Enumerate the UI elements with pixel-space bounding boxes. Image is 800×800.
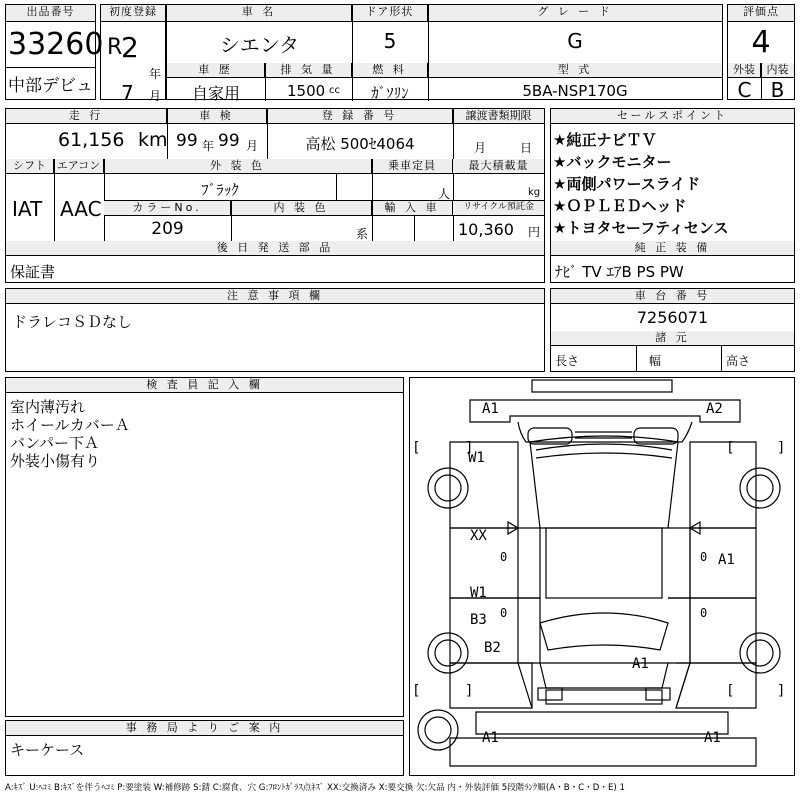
transfer-month-unit: 月 bbox=[474, 141, 487, 155]
lot-number: 33260 bbox=[8, 27, 104, 62]
equipment-label: 純 正 装 備 bbox=[551, 241, 794, 256]
int-color-label: 内 装 色 bbox=[231, 201, 372, 216]
damage-mark: A1 bbox=[632, 656, 649, 672]
inspector-label: 検 査 員 記 入 欄 bbox=[6, 378, 403, 393]
fuel-value: ｶﾞｿﾘﾝ bbox=[371, 84, 409, 102]
car-outline bbox=[410, 378, 794, 775]
recycle-label: リサイクル預託金 bbox=[453, 201, 544, 216]
mileage-value: 61,156 bbox=[58, 129, 125, 151]
month-unit: 月 bbox=[149, 89, 162, 103]
model-value: 5BA-NSP170G bbox=[522, 82, 628, 100]
ac-value: AAC bbox=[60, 197, 102, 221]
history-label: 車 歴 bbox=[167, 63, 265, 78]
office-label: 事 務 局 よ り ご 案 内 bbox=[6, 721, 403, 736]
inspector-box bbox=[5, 377, 404, 717]
ac-label: エアコン bbox=[54, 159, 104, 174]
dims-width: 幅 bbox=[649, 354, 662, 368]
recycle-unit: 円 bbox=[528, 225, 541, 239]
chassis-label: 車 台 番 号 bbox=[551, 289, 794, 304]
transfer-label: 譲渡書類期限 bbox=[453, 109, 544, 124]
bracket-mark: [ bbox=[414, 440, 420, 456]
equipment-value: ﾅﾋﾞ TV ｴｱB PS PW bbox=[555, 263, 684, 281]
insp-year-unit: 年 bbox=[202, 139, 215, 153]
later-parts-value: 保証書 bbox=[10, 263, 56, 281]
bracket-mark: ] bbox=[778, 440, 784, 456]
office-value: キーケース bbox=[10, 741, 85, 759]
car-diagram bbox=[409, 377, 795, 776]
grade-value: G bbox=[567, 29, 583, 53]
year-value: 2 bbox=[121, 31, 139, 64]
inspector-line: バンパー下Ａ bbox=[10, 434, 99, 452]
displacement-unit: cc bbox=[329, 85, 340, 96]
dims-label: 諸 元 bbox=[551, 331, 794, 346]
fuel-label: 燃 料 bbox=[352, 63, 428, 78]
damage-mark: B2 bbox=[484, 640, 501, 656]
insp-month-unit: 月 bbox=[246, 139, 259, 153]
displacement-label: 排 気 量 bbox=[265, 63, 352, 78]
reg-no-value: 高松 500ｾ4064 bbox=[305, 135, 415, 153]
first-reg-box bbox=[100, 4, 166, 105]
dims-length: 長さ bbox=[555, 354, 580, 368]
bracket-mark: [ bbox=[414, 683, 420, 699]
damage-mark: A1 bbox=[482, 401, 499, 417]
bracket-mark: [ bbox=[728, 683, 734, 699]
door-value: 5 bbox=[383, 29, 397, 53]
notes-label: 注 意 事 項 欄 bbox=[6, 289, 544, 304]
car-block bbox=[166, 4, 723, 103]
office-box bbox=[5, 720, 404, 776]
damage-mark: 0 bbox=[500, 606, 508, 620]
first-reg-label: 初度登録 bbox=[101, 5, 165, 22]
load-unit: kg bbox=[528, 187, 541, 198]
bracket-mark: ] bbox=[466, 440, 472, 456]
lot-box bbox=[5, 4, 104, 100]
exterior-label: 外装 bbox=[728, 63, 761, 78]
interior-value: B bbox=[770, 78, 785, 102]
later-parts-label: 後 日 発 送 部 品 bbox=[6, 241, 544, 256]
color-no-value: 209 bbox=[151, 219, 184, 239]
door-label: ドア形状 bbox=[352, 5, 428, 22]
score-label: 評価点 bbox=[728, 5, 794, 22]
detail-block bbox=[5, 108, 545, 283]
car-name-label: 車 名 bbox=[167, 5, 352, 22]
damage-mark: W1 bbox=[470, 585, 487, 601]
bracket-mark: [ bbox=[728, 440, 734, 456]
capacity-label: 乗車定員 bbox=[372, 159, 453, 174]
reg-no-label: 登 録 番 号 bbox=[267, 109, 453, 124]
bracket-mark: ] bbox=[466, 683, 472, 699]
ext-color-value: ﾌﾞﾗｯｸ bbox=[201, 181, 239, 199]
inspector-line: ホイールカバーＡ bbox=[10, 416, 130, 434]
damage-mark: W1 bbox=[468, 450, 485, 466]
grade-label: グ レ ー ド bbox=[428, 5, 722, 22]
damage-mark: 0 bbox=[500, 550, 508, 564]
month-value: 7 bbox=[121, 81, 134, 105]
dims-height: 高さ bbox=[726, 354, 751, 368]
legend-text: A:ｷｽﾞ U:ﾍｺﾐ B:ｷｽﾞを伴うﾍｺﾐ P:要塗装 W:補修跡 S:錆 C:腐食、穴 G:ﾌﾛﾝﾄｶﾞﾗｽ点ｷｽﾞ XX:交換済み X:要交換 欠:欠品 内・外装評価 5段階ﾗﾝｸ順(A・B・C・D・E) 1 bbox=[5, 783, 625, 793]
year-unit: 年 bbox=[149, 67, 162, 81]
chassis-box bbox=[550, 288, 795, 372]
color-no-label: カラーNo. bbox=[104, 201, 231, 216]
damage-mark: 0 bbox=[700, 606, 708, 620]
sales-point-item: ★バックモニター bbox=[553, 153, 672, 171]
exterior-value: C bbox=[737, 78, 752, 102]
chassis-value: 7256071 bbox=[636, 308, 709, 327]
car-name: シエンタ bbox=[219, 33, 300, 57]
shift-label: シフト bbox=[6, 159, 54, 174]
int-color-unit: 系 bbox=[356, 227, 369, 241]
model-label: 型 式 bbox=[428, 63, 722, 78]
mileage-unit: km bbox=[138, 129, 168, 151]
recycle-value: 10,360 bbox=[458, 220, 514, 239]
sales-point-item: ★トヨタセーフティセンス bbox=[553, 219, 729, 237]
inspector-line: 室内薄汚れ bbox=[10, 398, 86, 416]
sales-points-box bbox=[550, 108, 795, 283]
damage-mark: XX bbox=[470, 528, 487, 544]
inspector-line: 外装小傷有り bbox=[10, 452, 101, 470]
damage-mark: 0 bbox=[700, 550, 708, 564]
notes-value: ドラレコＳＤなし bbox=[12, 313, 133, 331]
sales-point-item: ★純正ナビＴＶ bbox=[553, 131, 657, 149]
sales-point-item: ★両側パワースライド bbox=[553, 175, 701, 193]
era: R bbox=[107, 35, 123, 60]
lot-label: 出品番号 bbox=[6, 5, 95, 22]
damage-mark: A1 bbox=[704, 730, 721, 746]
capacity-unit: 人 bbox=[438, 187, 451, 201]
inspection-label: 車 検 bbox=[167, 109, 267, 124]
score-box bbox=[727, 4, 795, 100]
bracket-mark: ] bbox=[778, 683, 784, 699]
insp-month: 99 bbox=[218, 131, 240, 151]
interior-label: 内装 bbox=[761, 63, 794, 78]
lot-debut: 中部デビュ bbox=[8, 76, 93, 96]
import-label: 輸 入 車 bbox=[372, 201, 453, 216]
score-value: 4 bbox=[751, 25, 771, 60]
notes-box bbox=[5, 288, 545, 372]
load-label: 最大積載量 bbox=[453, 159, 544, 174]
mileage-label: 走 行 bbox=[6, 109, 167, 124]
shift-value: IAT bbox=[12, 197, 43, 221]
damage-mark: A1 bbox=[718, 552, 735, 568]
damage-mark: A1 bbox=[482, 730, 499, 746]
damage-mark: B3 bbox=[470, 612, 487, 628]
sales-point-item: ★ＯＰＬＥＤヘッド bbox=[553, 197, 687, 215]
transfer-day-unit: 日 bbox=[520, 141, 533, 155]
damage-mark: A2 bbox=[706, 401, 723, 417]
insp-year: 99 bbox=[176, 131, 198, 151]
sales-points-label: セールスポイント bbox=[551, 109, 794, 124]
ext-color-label: 外 装 色 bbox=[104, 159, 372, 174]
displacement-value: 1500 bbox=[287, 82, 326, 100]
history-value: 自家用 bbox=[191, 84, 240, 103]
